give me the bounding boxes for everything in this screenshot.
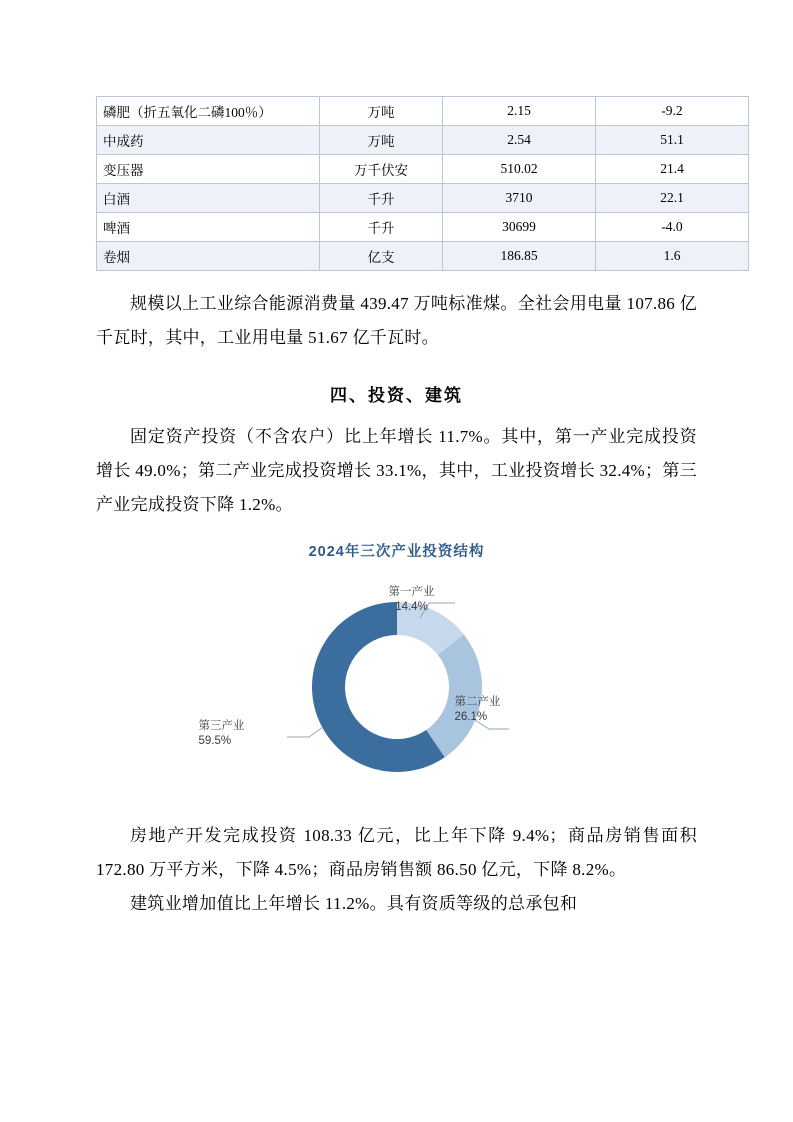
product-value: 2.15 bbox=[443, 97, 596, 126]
table-row bbox=[97, 213, 749, 242]
product-growth: 51.1 bbox=[596, 126, 749, 155]
product-name: 卷烟 bbox=[97, 242, 320, 271]
product-value: 2.54 bbox=[443, 126, 596, 155]
chart-label-tertiary-value: 59.5% bbox=[198, 735, 232, 747]
chart-label-secondary-value: 26.1% bbox=[454, 711, 488, 723]
paragraph-investment: 固定资产投资（不含农户）比上年增长 11.7%。其中，第一产业完成投资增长 49.0%；第二产业完成投资增长 33.1%，其中，工业投资增长 32.4%；第三产业完成投资下降 1.2%。 bbox=[96, 427, 697, 514]
investment-structure-chart bbox=[137, 540, 657, 807]
product-value: 510.02 bbox=[443, 155, 596, 184]
table-row bbox=[97, 97, 749, 126]
product-unit: 千升 bbox=[320, 213, 443, 242]
donut-slices bbox=[312, 602, 482, 772]
chart-label-primary-value: 14.4% bbox=[395, 601, 428, 613]
product-name: 啤酒 bbox=[97, 213, 320, 242]
product-growth: -9.2 bbox=[596, 97, 749, 126]
chart-label-secondary-name: 第二产业 bbox=[454, 696, 501, 708]
chart-label-primary bbox=[389, 585, 435, 615]
product-unit: 万吨 bbox=[320, 126, 443, 155]
chart-label-secondary bbox=[455, 695, 501, 725]
paragraph-energy: 规模以上工业综合能源消费量 439.47 万吨标准煤。全社会用电量 107.86 亿千瓦时，其中，工业用电量 51.67 亿千瓦时。 bbox=[96, 294, 697, 347]
chart-area bbox=[137, 567, 657, 807]
product-name: 白酒 bbox=[97, 184, 320, 213]
chart-label-primary-name: 第一产业 bbox=[388, 586, 435, 598]
table-row bbox=[97, 242, 749, 271]
product-name: 磷肥（折五氧化二磷100％） bbox=[97, 97, 320, 126]
paragraph-construction: 建筑业增加值比上年增长 11.2%。具有资质等级的总承包和 bbox=[130, 894, 578, 913]
industrial-products-table bbox=[96, 96, 749, 271]
chart-label-tertiary-name: 第三产业 bbox=[198, 720, 245, 732]
chart-title: 2024年三次产业投资结构 bbox=[308, 544, 485, 560]
chart-label-tertiary bbox=[199, 719, 245, 749]
product-growth: -4.0 bbox=[596, 213, 749, 242]
section-heading-investment: 四、投资、建筑 bbox=[330, 386, 463, 405]
product-growth: 21.4 bbox=[596, 155, 749, 184]
spacer bbox=[96, 271, 697, 287]
product-value: 186.85 bbox=[443, 242, 596, 271]
product-unit: 亿支 bbox=[320, 242, 443, 271]
product-name: 变压器 bbox=[97, 155, 320, 184]
product-value: 30699 bbox=[443, 213, 596, 242]
product-unit: 万吨 bbox=[320, 97, 443, 126]
product-unit: 万千伏安 bbox=[320, 155, 443, 184]
table-row bbox=[97, 126, 749, 155]
product-growth: 1.6 bbox=[596, 242, 749, 271]
table-row bbox=[97, 155, 749, 184]
table-row bbox=[97, 184, 749, 213]
product-unit: 千升 bbox=[320, 184, 443, 213]
spacer bbox=[96, 807, 697, 819]
table-body bbox=[97, 97, 749, 271]
paragraph-realestate: 房地产开发完成投资 108.33 亿元，比上年下降 9.4%；商品房销售面积 172.80 万平方米，下降 4.5%；商品房销售额 86.50 亿元，下降 8.2%。 bbox=[96, 826, 697, 879]
product-growth: 22.1 bbox=[596, 184, 749, 213]
product-value: 3710 bbox=[443, 184, 596, 213]
product-name: 中成药 bbox=[97, 126, 320, 155]
